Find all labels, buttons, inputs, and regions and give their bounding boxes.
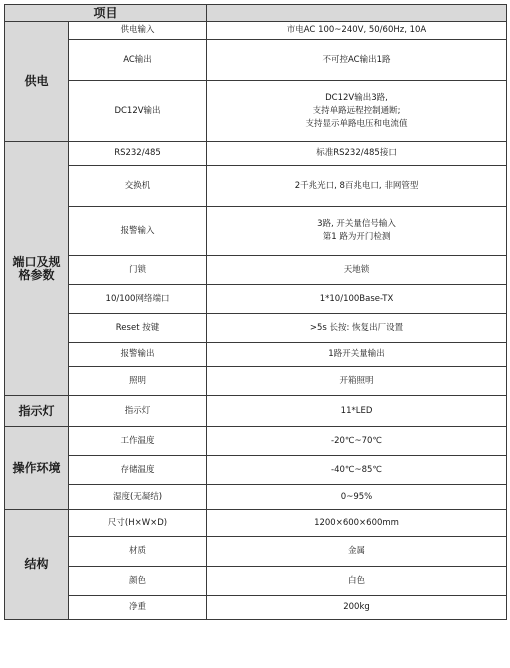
table-row (5, 367, 507, 396)
table-row (5, 285, 507, 314)
table-row (5, 142, 507, 166)
value-line: 支持单路远程控制通断; (312, 105, 401, 116)
table-row (5, 427, 507, 456)
item-cell: 指示灯 (69, 396, 207, 427)
item-cell: 报警输入 (69, 207, 207, 256)
spec-table-body (5, 22, 507, 620)
item-cell: 照明 (69, 367, 207, 396)
value-line: 支持显示单路电压和电流值 (305, 118, 408, 129)
table-row (5, 81, 507, 142)
value-line: 市电AC 100~240V, 50/60Hz, 10A (286, 25, 427, 35)
value-line: 1200×600×600mm (314, 517, 399, 528)
value-cell (207, 40, 507, 81)
value-cell (207, 537, 507, 567)
value-cell (207, 567, 507, 596)
table-row (5, 537, 507, 567)
table-row (5, 596, 507, 620)
value-line: 标准RS232/485接口 (316, 148, 397, 158)
value-line: 1*10/100Base-TX (319, 293, 394, 304)
value-line: 200kg (343, 602, 370, 612)
table-row (5, 314, 507, 343)
item-cell: AC输出 (69, 40, 207, 81)
item-cell: 报警输出 (69, 343, 207, 367)
table-row (5, 207, 507, 256)
table-row (5, 22, 507, 40)
category-cell: 端口及规格参数 (5, 142, 69, 396)
table-row (5, 256, 507, 285)
header-value-label (207, 5, 507, 22)
category-cell: 操作环境 (5, 427, 69, 510)
table-row (5, 343, 507, 367)
item-cell: Reset 按键 (69, 314, 207, 343)
value-line: 0~95% (340, 491, 373, 502)
item-cell: 湿度(无凝结) (69, 485, 207, 510)
value-cell (207, 396, 507, 427)
header-item-label: 项目 (5, 5, 207, 22)
value-cell (207, 207, 507, 256)
item-cell: 10/100网络端口 (69, 285, 207, 314)
value-cell (207, 596, 507, 620)
item-cell: 材质 (69, 537, 207, 567)
value-cell (207, 142, 507, 166)
value-cell (207, 456, 507, 485)
header-row (5, 5, 507, 22)
value-cell (207, 314, 507, 343)
value-cell (207, 166, 507, 207)
value-cell (207, 285, 507, 314)
item-cell: RS232/485 (69, 142, 207, 166)
value-line: -20℃~70℃ (331, 435, 382, 446)
table-row (5, 567, 507, 596)
item-cell: 工作温度 (69, 427, 207, 456)
value-line: 金属 (348, 546, 366, 556)
value-line: 11*LED (340, 405, 373, 416)
value-cell (207, 485, 507, 510)
table-row (5, 166, 507, 207)
value-line: 不可控AC输出1路 (322, 54, 391, 65)
item-cell: 供电输入 (69, 22, 207, 40)
table-row (5, 456, 507, 485)
value-line: 第1 路为开门检测 (322, 232, 391, 242)
category-cell: 供电 (5, 22, 69, 142)
value-cell (207, 22, 507, 40)
value-line: 2千兆光口, 8百兆电口, 非网管型 (294, 180, 419, 191)
item-cell: 颜色 (69, 567, 207, 596)
value-line: 开箱照明 (339, 375, 374, 386)
value-line: 3路, 开关量信号输入 (317, 219, 396, 229)
value-cell (207, 367, 507, 396)
item-cell: 尺寸(H×W×D) (69, 510, 207, 537)
item-cell: 交换机 (69, 166, 207, 207)
category-cell: 指示灯 (5, 396, 69, 427)
table-row (5, 40, 507, 81)
value-line: -40℃~85℃ (331, 464, 382, 475)
value-line: DC12V输出3路, (325, 92, 388, 103)
item-cell: DC12V输出 (69, 81, 207, 142)
value-cell (207, 256, 507, 285)
value-cell (207, 427, 507, 456)
table-row (5, 510, 507, 537)
value-cell (207, 81, 507, 142)
item-cell: 净重 (69, 596, 207, 620)
table-row (5, 485, 507, 510)
value-cell (207, 343, 507, 367)
value-line: 1路开关量输出 (328, 349, 385, 359)
value-line: 白色 (348, 575, 366, 586)
value-line: >5s 长按: 恢复出厂设置 (309, 322, 404, 333)
item-cell: 门锁 (69, 256, 207, 285)
category-cell: 结构 (5, 510, 69, 620)
table-row (5, 396, 507, 427)
item-cell: 存储温度 (69, 456, 207, 485)
value-line: 天地锁 (343, 264, 370, 275)
spec-table (4, 4, 507, 620)
value-cell (207, 510, 507, 537)
